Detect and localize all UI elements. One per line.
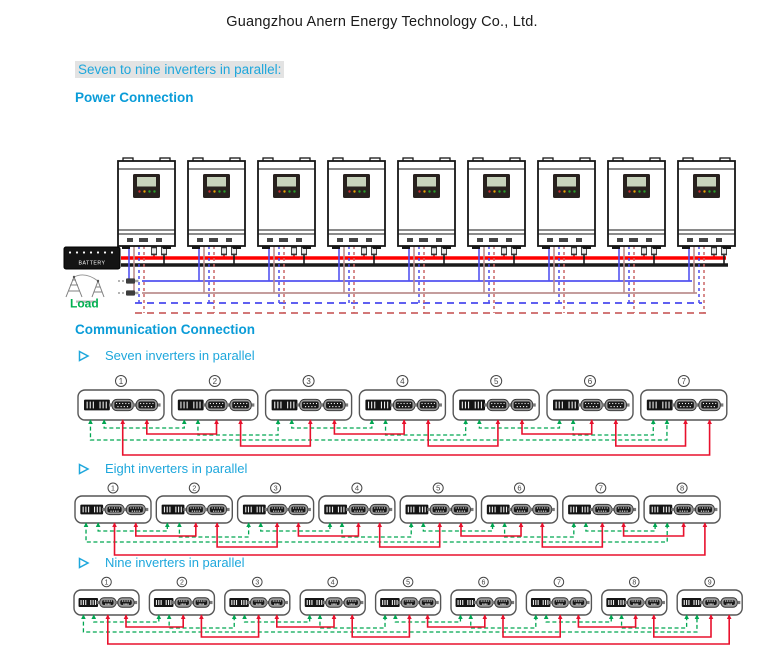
svg-text:8: 8 xyxy=(680,483,685,493)
circled-number xyxy=(705,577,715,587)
share-cable xyxy=(292,420,372,428)
db9-connector-icon xyxy=(321,399,349,410)
db9-connector-icon xyxy=(590,504,615,514)
svg-text:5: 5 xyxy=(406,579,411,587)
svg-text:2: 2 xyxy=(192,483,197,493)
svg-text:3: 3 xyxy=(255,579,260,587)
svg-text:6: 6 xyxy=(481,579,486,587)
svg-text:6: 6 xyxy=(517,483,522,493)
inverter-unit-icon xyxy=(258,158,315,249)
svg-text:1: 1 xyxy=(104,579,109,587)
share-cable xyxy=(86,523,667,542)
db9-connector-icon xyxy=(133,399,161,410)
share-cable xyxy=(479,420,559,428)
serial-cable xyxy=(334,420,404,434)
fuse-icon xyxy=(501,247,507,256)
share-cable xyxy=(386,420,466,435)
plug-connector-icon xyxy=(126,278,135,283)
serial-cable xyxy=(136,523,196,536)
circled-number xyxy=(303,376,314,387)
serial-cable xyxy=(277,615,334,627)
svg-text:4: 4 xyxy=(400,376,405,386)
battery-icon xyxy=(64,247,120,269)
eight-inverters-comm-diagram xyxy=(0,476,764,558)
inverter-unit-icon xyxy=(468,158,525,249)
comm-module xyxy=(602,577,667,615)
circled-number xyxy=(479,577,489,587)
share-cable xyxy=(104,420,184,428)
serial-cable xyxy=(352,615,409,637)
circled-number xyxy=(585,376,596,387)
circled-number xyxy=(328,577,338,587)
comm-module xyxy=(319,483,395,523)
comm-module xyxy=(238,483,314,523)
fuse-icon xyxy=(571,247,577,256)
circled-number xyxy=(630,577,640,587)
db9-connector-icon xyxy=(508,399,536,410)
svg-text:5: 5 xyxy=(436,483,441,493)
bullet-item-seven-inverters xyxy=(78,348,255,363)
serial-cable xyxy=(123,420,710,455)
bullet-item-eight-inverters xyxy=(78,461,247,476)
circled-number xyxy=(403,577,413,587)
share-cable xyxy=(423,523,492,531)
comm-module xyxy=(78,376,164,421)
share-cable xyxy=(83,615,697,632)
inverter-unit-icon xyxy=(608,158,665,249)
circled-number xyxy=(677,483,687,493)
power-connection-heading: Power Connection xyxy=(75,90,194,105)
inverter-unit-icon xyxy=(188,158,245,249)
serial-cable xyxy=(522,420,592,434)
db9-connector-icon xyxy=(696,399,724,410)
circled-number xyxy=(515,483,525,493)
serial-cable xyxy=(461,523,521,536)
subtitle-highlight: Seven to nine inverters in parallel: xyxy=(75,61,284,78)
bullet-item-nine-inverters xyxy=(78,555,244,570)
serial-cable xyxy=(578,615,635,627)
svg-text:7: 7 xyxy=(681,376,687,386)
comm-module xyxy=(75,483,151,523)
db9-connector-icon xyxy=(671,504,696,514)
serial-cable xyxy=(624,523,684,536)
db9-connector-icon xyxy=(390,399,418,410)
share-cable xyxy=(505,523,574,537)
page-title: Guangzhou Anern Energy Technology Co., Ltd. xyxy=(226,14,538,30)
share-cable xyxy=(198,420,278,435)
serial-cable xyxy=(428,615,485,627)
db9-connector-icon xyxy=(509,504,534,514)
share-cable xyxy=(179,523,248,537)
share-cable xyxy=(98,523,167,531)
db9-connector-icon xyxy=(449,504,474,514)
svg-text:1: 1 xyxy=(110,483,116,493)
serial-cable xyxy=(201,615,258,637)
svg-text:2: 2 xyxy=(179,579,184,587)
battery-label: BATTERY xyxy=(78,260,106,267)
inverter-unit-icon xyxy=(328,158,385,249)
circled-number xyxy=(678,376,689,387)
comm-module xyxy=(300,577,365,615)
inverter-unit-icon xyxy=(398,158,455,249)
comm-module xyxy=(74,577,139,615)
serial-cable xyxy=(503,615,560,637)
serial-cable xyxy=(428,420,498,446)
share-cable xyxy=(573,420,653,435)
comm-module xyxy=(225,577,290,615)
subtitle-line xyxy=(75,62,284,77)
svg-text:6: 6 xyxy=(587,376,593,386)
svg-text:4: 4 xyxy=(330,579,335,587)
comm-module xyxy=(149,577,214,615)
serial-cable xyxy=(115,523,705,555)
db9-connector-icon xyxy=(203,399,231,410)
db9-connector-icon xyxy=(578,399,606,410)
db9-connector-icon xyxy=(602,399,630,410)
circled-number xyxy=(116,376,127,387)
serial-cable xyxy=(147,420,217,434)
comm-module xyxy=(641,376,727,421)
db9-connector-icon xyxy=(611,504,636,514)
share-cable xyxy=(342,523,411,537)
share-cable xyxy=(90,420,666,440)
circled-number xyxy=(209,376,220,387)
circled-number xyxy=(102,577,112,587)
bullet-label: Seven inverters in parallel xyxy=(105,348,255,363)
comm-module xyxy=(563,483,639,523)
serial-cable xyxy=(654,615,711,637)
circled-number xyxy=(177,577,187,587)
db9-connector-icon xyxy=(205,504,230,514)
comm-module xyxy=(547,376,633,421)
circled-number xyxy=(397,376,408,387)
comm-module xyxy=(526,577,591,615)
serial-cable xyxy=(616,420,686,446)
db9-connector-icon xyxy=(297,399,325,410)
svg-text:7: 7 xyxy=(556,579,561,587)
fuse-icon xyxy=(361,247,367,256)
bullet-label: Nine inverters in parallel xyxy=(105,555,245,570)
serial-cable xyxy=(241,420,311,446)
fuse-icon xyxy=(641,247,647,256)
comm-module xyxy=(266,376,352,421)
db9-connector-icon xyxy=(102,504,127,514)
circled-number xyxy=(596,483,606,493)
comm-module xyxy=(359,376,445,421)
svg-text:3: 3 xyxy=(306,376,311,386)
db9-connector-icon xyxy=(484,399,512,410)
svg-text:3: 3 xyxy=(273,483,278,493)
fuse-icon xyxy=(431,247,437,256)
inverter-unit-icon xyxy=(678,158,735,249)
comm-module xyxy=(677,577,742,615)
fuse-icon xyxy=(221,247,227,256)
circled-number xyxy=(491,376,502,387)
load-label: Load xyxy=(70,296,99,311)
db9-connector-icon xyxy=(414,399,442,410)
circled-number xyxy=(554,577,564,587)
db9-connector-icon xyxy=(346,504,371,514)
circled-number xyxy=(108,483,118,493)
circled-number xyxy=(271,483,281,493)
db9-connector-icon xyxy=(123,504,148,514)
inverter-unit-icon xyxy=(118,158,175,249)
fuse-icon xyxy=(291,247,297,256)
power-connection-diagram xyxy=(0,135,764,320)
db9-connector-icon xyxy=(367,504,392,514)
nine-inverters-comm-diagram xyxy=(0,570,764,648)
seven-inverters-comm-diagram xyxy=(0,368,764,460)
bullet-arrow-icon xyxy=(78,463,90,475)
serial-cable xyxy=(298,523,358,536)
db9-connector-icon xyxy=(286,504,311,514)
svg-text:1: 1 xyxy=(118,376,124,386)
comm-module xyxy=(453,376,539,421)
svg-text:9: 9 xyxy=(707,579,712,587)
svg-text:8: 8 xyxy=(632,579,637,587)
fuse-icon xyxy=(151,247,157,256)
circled-number xyxy=(252,577,262,587)
svg-text:7: 7 xyxy=(598,483,603,493)
plug-connector-icon xyxy=(126,290,135,295)
circled-number xyxy=(352,483,362,493)
circled-number xyxy=(433,483,443,493)
fuse-icon xyxy=(711,247,717,256)
db9-connector-icon xyxy=(530,504,555,514)
comm-module xyxy=(644,483,720,523)
comm-module xyxy=(451,577,516,615)
bullet-arrow-icon xyxy=(78,350,90,362)
db9-connector-icon xyxy=(427,504,452,514)
comm-module xyxy=(376,577,441,615)
db9-connector-icon xyxy=(109,399,137,410)
comm-module xyxy=(400,483,476,523)
share-cable xyxy=(586,523,655,531)
share-cable xyxy=(261,523,330,531)
bullet-label: Eight inverters in parallel xyxy=(105,461,248,476)
db9-connector-icon xyxy=(227,399,255,410)
svg-text:4: 4 xyxy=(354,483,359,493)
db9-connector-icon xyxy=(692,504,717,514)
comm-module xyxy=(482,483,558,523)
svg-text:5: 5 xyxy=(493,376,499,386)
serial-cable xyxy=(126,615,183,627)
comm-module xyxy=(156,483,232,523)
communication-connection-heading: Communication Connection xyxy=(75,322,255,337)
db9-connector-icon xyxy=(265,504,290,514)
comm-module xyxy=(172,376,258,421)
bullet-arrow-icon xyxy=(78,557,90,569)
circled-number xyxy=(189,483,199,493)
db9-connector-icon xyxy=(672,399,699,410)
db9-connector-icon xyxy=(183,504,208,514)
inverter-unit-icon xyxy=(538,158,595,249)
svg-text:2: 2 xyxy=(212,376,218,386)
